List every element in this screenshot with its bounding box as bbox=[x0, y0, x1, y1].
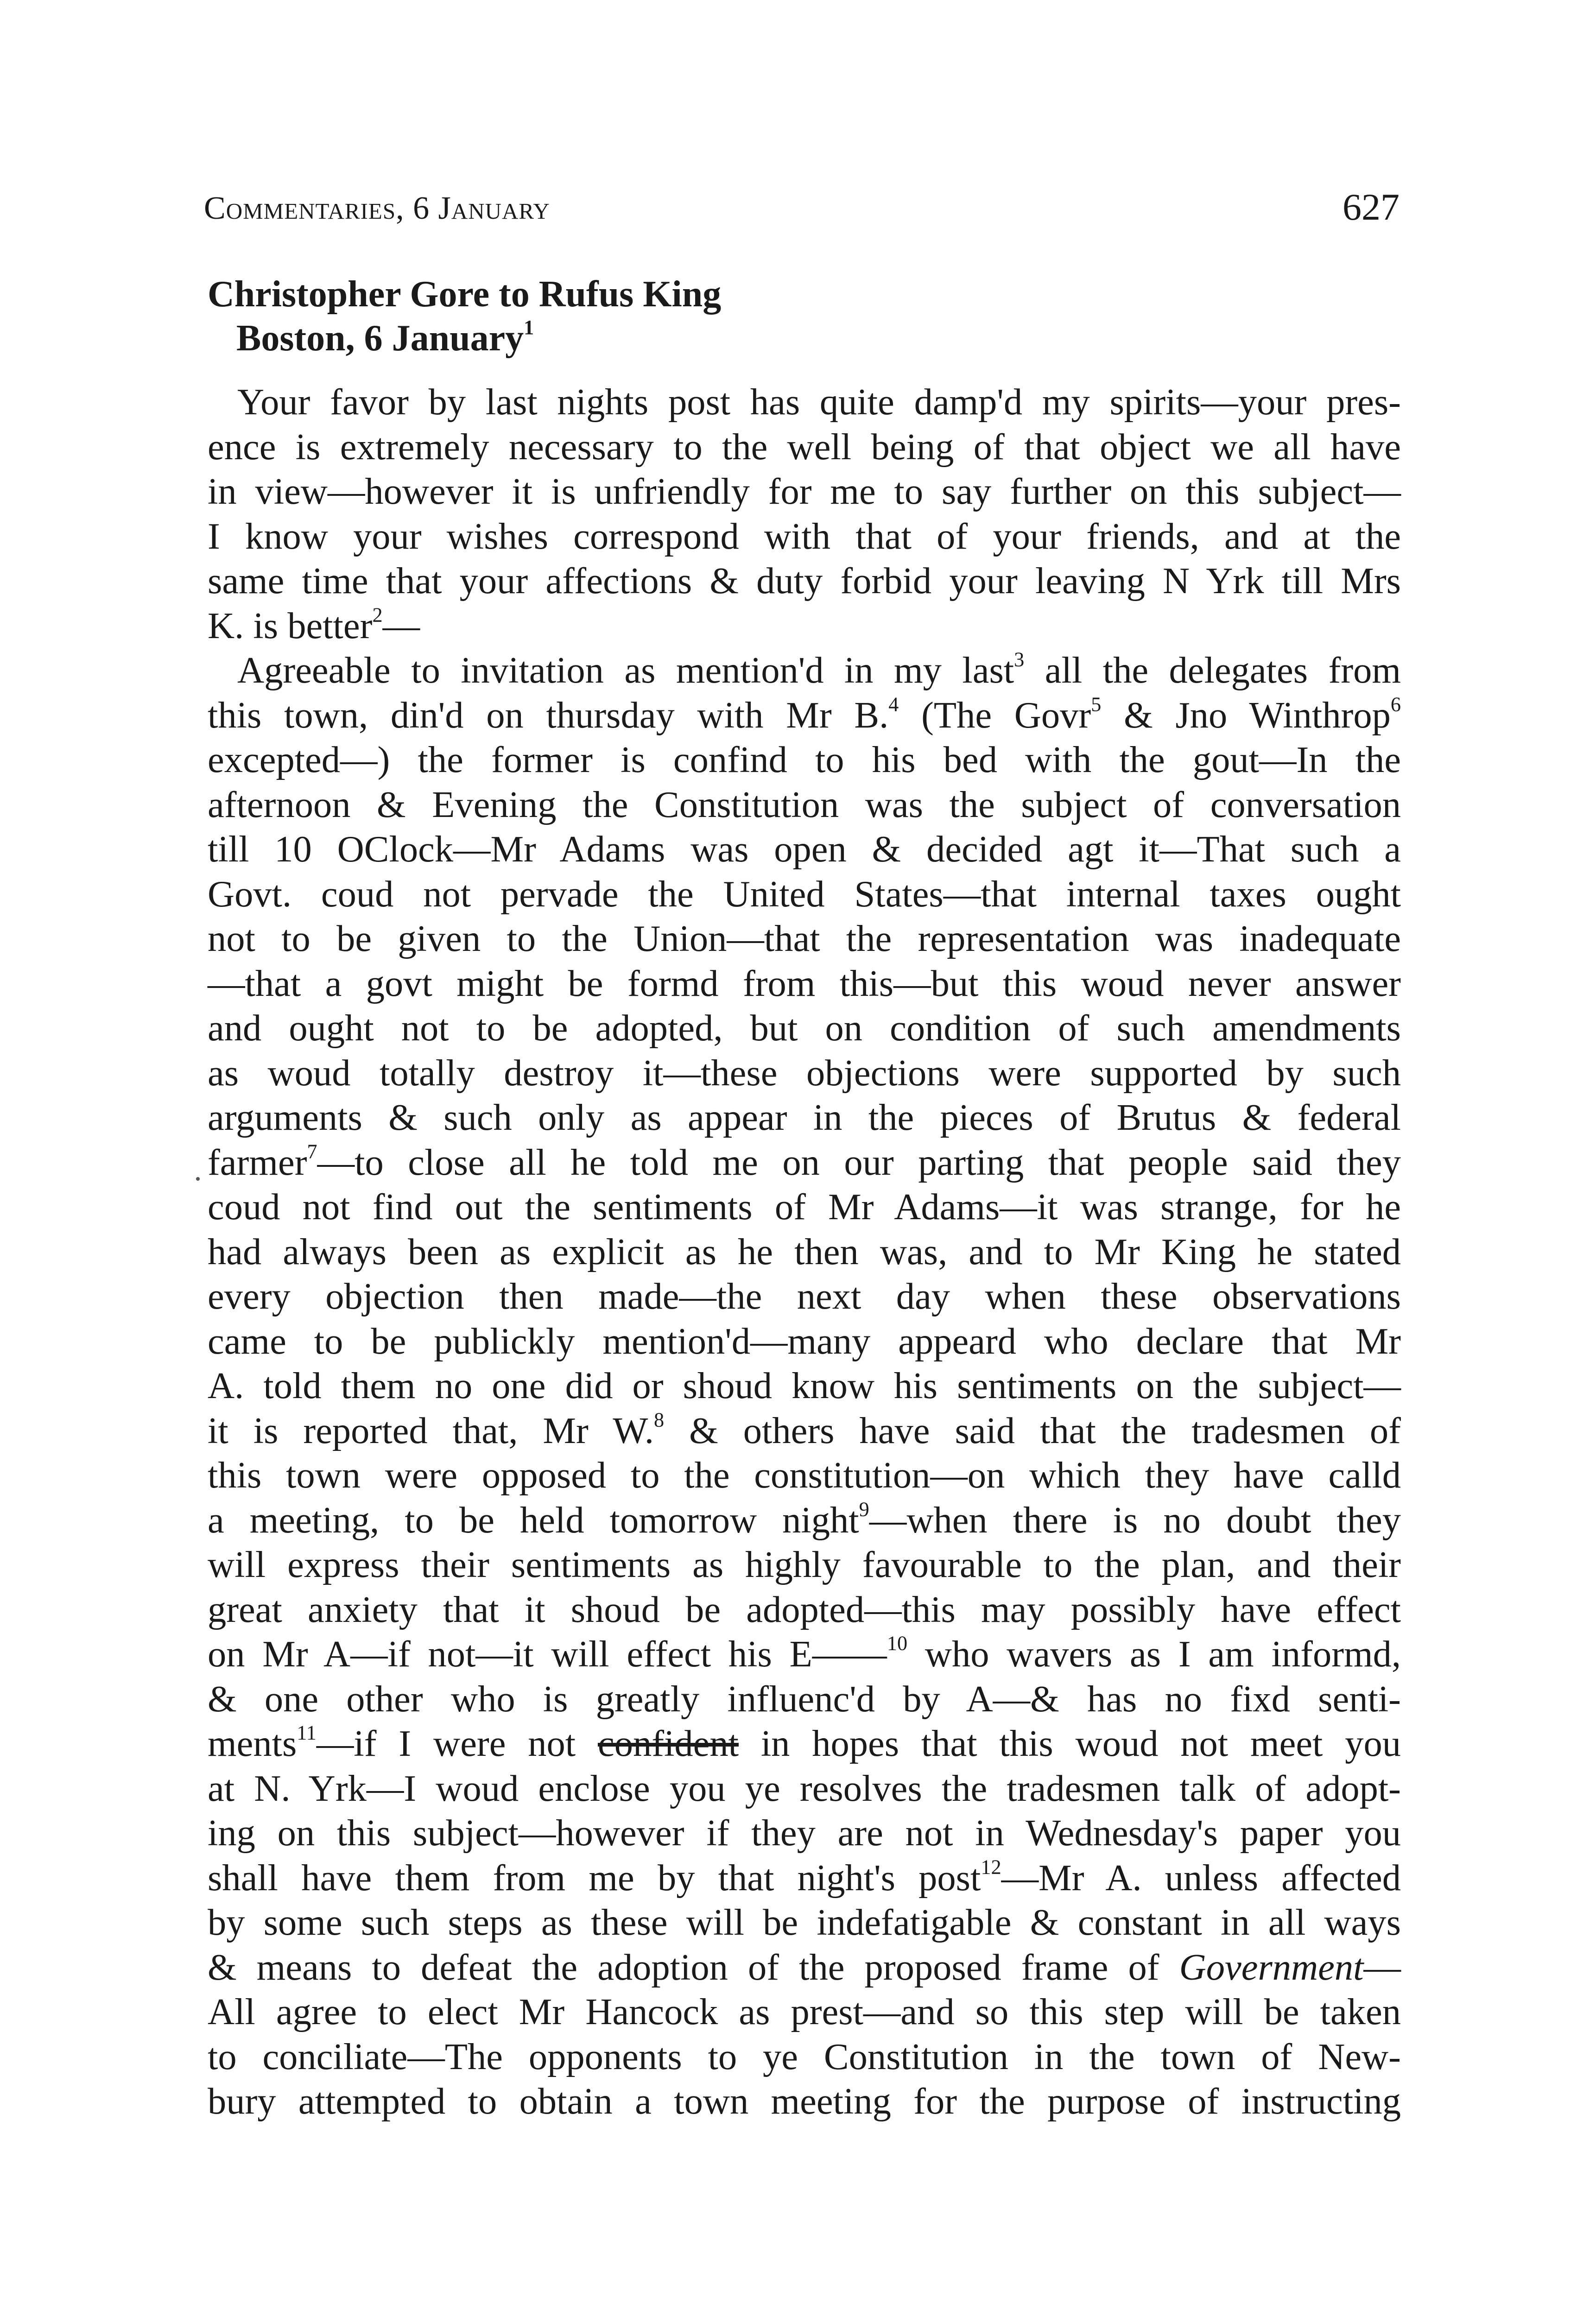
text-line: in view—however it is unfriendly for me to say further on this subject— bbox=[208, 471, 1401, 512]
footnote-ref: 6 bbox=[1390, 693, 1401, 716]
footnote-ref: 12 bbox=[981, 1855, 1001, 1879]
text-line: it is reported that, Mr W.$^8$ & others have said that the tradesmen of bbox=[208, 1408, 1401, 1451]
footnote-ref: 1 bbox=[524, 316, 534, 339]
letter-body bbox=[208, 380, 1401, 2124]
text-line: ments$^{11}$—if I were not confident in hopes that this woud not meet you bbox=[208, 1721, 1401, 1764]
text-line: A. told them no one did or shoud know his sentiments on the subject— bbox=[208, 1365, 1401, 1406]
text-line: every objection then made—the next day when these observations bbox=[208, 1276, 1401, 1317]
text-line: All agree to elect Mr Hancock as prest—and so this step will be taken bbox=[208, 1991, 1401, 2032]
text-line: Your favor by last nights post has quite damp'd my spirits—your pres- bbox=[237, 381, 1401, 423]
dateline-text: Boston, 6 January bbox=[236, 318, 524, 359]
footnote-ref: 8 bbox=[654, 1408, 665, 1431]
text-line: till 10 OClock—Mr Adams was open & decided agt it—That such a bbox=[208, 829, 1401, 870]
text-line: as woud totally destroy it—these objections were supported by such bbox=[208, 1052, 1401, 1094]
text-line: bury attempted to obtain a town meeting for the purpose of instructing bbox=[208, 2081, 1401, 2122]
text-line: shall have them from me by that night's post$^{12}$—Mr A. unless affected bbox=[208, 1855, 1401, 1899]
text-line: excepted—) the former is confind to his bed with the gout—In the bbox=[208, 739, 1401, 780]
text-line: afternoon & Evening the Constitution was the subject of conversation bbox=[208, 784, 1401, 825]
text-line: a meeting, to be held tomorrow night$^9$—when there is no doubt they bbox=[208, 1498, 1401, 1541]
footnote-ref: 5 bbox=[1091, 693, 1102, 716]
running-head-title: Commentaries, 6 January bbox=[204, 190, 550, 226]
running-head bbox=[204, 185, 1400, 236]
text-line: coud not find out the sentiments of Mr Adams—it was strange, for he bbox=[208, 1186, 1401, 1228]
text-line: had always been as explicit as he then was, and to Mr King he stated bbox=[208, 1231, 1401, 1272]
text-line: Govt. coud not pervade the United States—that internal taxes ought bbox=[208, 873, 1401, 915]
text-line: & one other who is greatly influenc'd by A—& has no fixd senti- bbox=[208, 1678, 1401, 1720]
text-line: to conciliate—The opponents to ye Constitution in the town of New- bbox=[208, 2036, 1401, 2077]
text-line: farmer$^7$—to close all he told me on our parting that people said they bbox=[208, 1140, 1401, 1183]
footnote-ref: 3 bbox=[1014, 648, 1025, 671]
footnote-ref: 2 bbox=[372, 603, 383, 627]
text-line: this town were opposed to the constitution—on which they have calld bbox=[208, 1455, 1401, 1496]
text-line: this town, din'd on thursday with Mr B.$^4$ (The Govr$^5$ & Jno Winthrop$^6$ bbox=[208, 693, 1401, 736]
footnote-ref: 7 bbox=[307, 1140, 317, 1163]
text-line: by some such steps as these will be indefatigable & constant in all ways bbox=[208, 1902, 1401, 1943]
text-line: not to be given to the Union—that the representation was inadequate bbox=[208, 918, 1401, 959]
text-line: —that a govt might be formd from this—but this woud never answer bbox=[208, 962, 1401, 1004]
text-line: at N. Yrk—I woud enclose you ye resolves the tradesmen talk of adopt- bbox=[208, 1767, 1401, 1809]
stray-print-mark bbox=[196, 1177, 200, 1181]
text-line: I know your wishes correspond with that of your friends, and at the bbox=[208, 515, 1401, 557]
document-dateline bbox=[236, 317, 534, 360]
text-line: ence is extremely necessary to the well being of that object we all have bbox=[208, 426, 1401, 468]
italic-word: Government bbox=[1179, 1946, 1364, 1988]
document-title-text: Christopher Gore to Rufus King bbox=[208, 274, 722, 315]
footnote-ref: 9 bbox=[859, 1498, 869, 1521]
text-line: arguments & such only as appear in the pieces of Brutus & federal bbox=[208, 1097, 1401, 1138]
footnote-ref: 10 bbox=[887, 1632, 908, 1655]
text-line: Agreeable to invitation as mention'd in my last$^3$ all the delegates from bbox=[237, 648, 1401, 691]
text-line: K. is better$^2$— bbox=[208, 603, 420, 646]
text-line: and ought not to be adopted, but on condition of such amendments bbox=[208, 1007, 1401, 1049]
text-line: & means to defeat the adoption of the proposed frame of Government— bbox=[208, 1946, 1401, 1988]
page-number: 627 bbox=[1343, 186, 1400, 228]
text-line: same time that your affections & duty forbid your leaving N Yrk till Mrs bbox=[208, 560, 1401, 601]
footnote-ref: 11 bbox=[297, 1721, 317, 1744]
footnote-ref: 4 bbox=[888, 693, 899, 716]
struck-word: confident bbox=[597, 1723, 739, 1764]
text-line: ing on this subject—however if they are not in Wednesday's paper you bbox=[208, 1812, 1401, 1854]
text-line: great anxiety that it shoud be adopted—this may possibly have effect bbox=[208, 1589, 1401, 1630]
text-line: will express their sentiments as highly favourable to the plan, and their bbox=[208, 1544, 1401, 1585]
document-title bbox=[208, 273, 721, 316]
text-line: on Mr A—if not—it will effect his E——$^{10}$ who wavers as I am informd, bbox=[208, 1632, 1401, 1675]
text-line: came to be publickly mention'd—many appeard who declare that Mr bbox=[208, 1320, 1401, 1362]
